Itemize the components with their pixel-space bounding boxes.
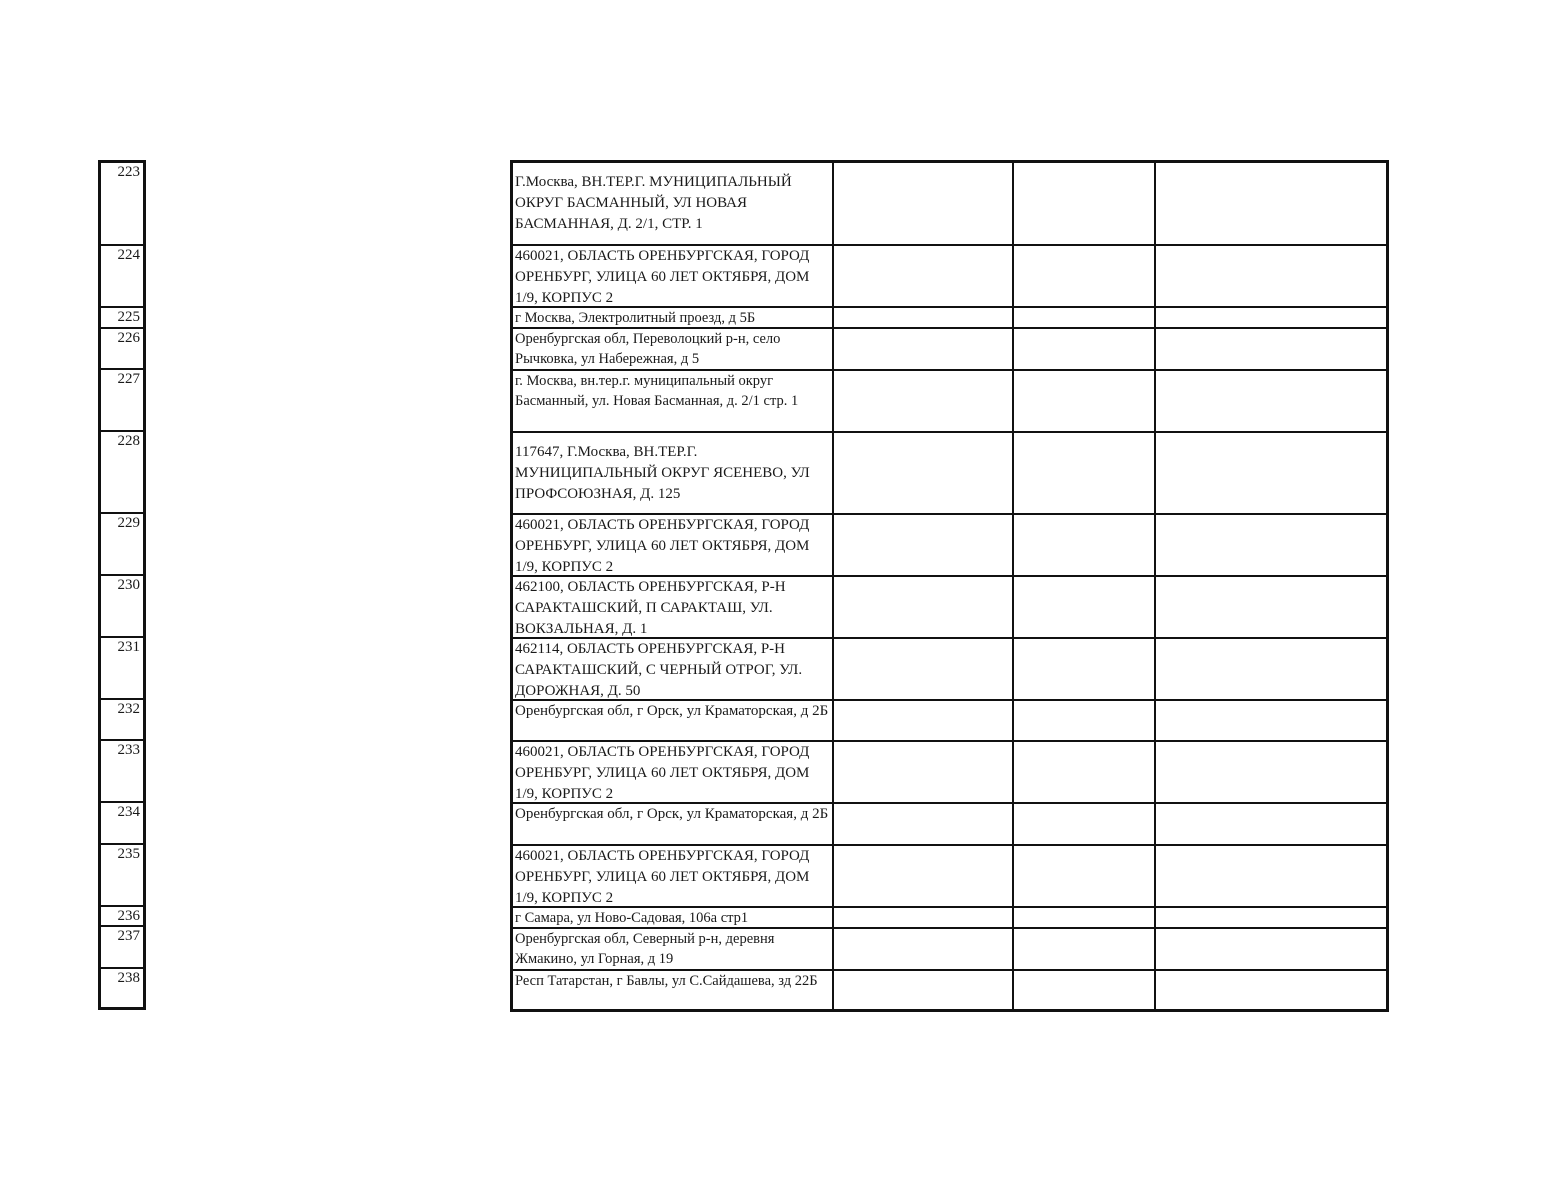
address-text: Оренбургская обл, г Орск, ул Краматорская, д 2Б	[515, 805, 829, 822]
empty-cell	[1013, 328, 1155, 370]
empty-cell	[833, 907, 1013, 928]
address-cell	[512, 162, 833, 245]
address-text: 460021, ОБЛАСТЬ ОРЕНБУРГСКАЯ, ГОРОД ОРЕНБУРГ, УЛИЦА 60 ЛЕТ ОКТЯБРЯ, ДОМ 1/9, КОРПУС 2	[515, 247, 810, 306]
row-number-column	[98, 160, 146, 1010]
empty-cell	[1155, 370, 1388, 432]
empty-cell	[1155, 245, 1388, 307]
address-text: г. Москва, вн.тер.г. муниципальный округ Басманный, ул. Новая Басманная, д. 2/1 стр. 1	[515, 372, 799, 409]
empty-cell	[833, 928, 1013, 970]
empty-cell	[833, 432, 1013, 514]
empty-cell	[1013, 245, 1155, 307]
table-row	[512, 370, 1388, 432]
empty-cell	[1155, 307, 1388, 328]
empty-cell	[833, 638, 1013, 700]
row-number: 227	[101, 370, 143, 432]
empty-cell	[1013, 907, 1155, 928]
empty-cell	[1013, 307, 1155, 328]
table-row	[512, 307, 1388, 328]
address-cell	[512, 576, 833, 638]
address-cell	[512, 907, 833, 928]
empty-cell	[1155, 803, 1388, 845]
address-cell	[512, 803, 833, 845]
address-cell	[512, 741, 833, 803]
empty-cell	[1013, 432, 1155, 514]
address-text: Респ Татарстан, г Бавлы, ул С.Сайдашева, зд 22Б	[515, 972, 818, 989]
empty-cell	[833, 328, 1013, 370]
empty-cell	[1013, 638, 1155, 700]
empty-cell	[833, 970, 1013, 1011]
empty-cell	[1013, 370, 1155, 432]
empty-cell	[833, 700, 1013, 741]
empty-cell	[1155, 328, 1388, 370]
empty-cell	[1155, 514, 1388, 576]
empty-cell	[1013, 845, 1155, 907]
row-number: 229	[101, 514, 143, 576]
empty-cell	[833, 162, 1013, 245]
address-text: 460021, ОБЛАСТЬ ОРЕНБУРГСКАЯ, ГОРОД ОРЕНБУРГ, УЛИЦА 60 ЛЕТ ОКТЯБРЯ, ДОМ 1/9, КОРПУС 2	[515, 743, 810, 802]
table-row	[512, 700, 1388, 741]
table-row	[512, 741, 1388, 803]
empty-cell	[1013, 576, 1155, 638]
table-row	[512, 432, 1388, 514]
row-number: 230	[101, 576, 143, 638]
empty-cell	[1013, 162, 1155, 245]
table-row	[512, 928, 1388, 970]
row-number: 225	[101, 308, 143, 329]
address-text: 117647, Г.Москва, ВН.ТЕР.Г. МУНИЦИПАЛЬНЫЙ ОКРУГ ЯСЕНЕВО, УЛ ПРОФСОЮЗНАЯ, Д. 125	[515, 443, 810, 502]
row-number: 224	[101, 246, 143, 308]
empty-cell	[1155, 928, 1388, 970]
address-text: Оренбургская обл, Переволоцкий р-н, село Рычковка, ул Набережная, д 5	[515, 330, 781, 367]
empty-cell	[833, 307, 1013, 328]
address-cell	[512, 514, 833, 576]
row-number: 231	[101, 638, 143, 700]
row-number: 223	[101, 163, 143, 246]
empty-cell	[833, 245, 1013, 307]
address-text: г Москва, Электролитный проезд, д 5Б	[515, 309, 756, 326]
row-number: 236	[101, 907, 143, 927]
table-row	[512, 845, 1388, 907]
address-text: 460021, ОБЛАСТЬ ОРЕНБУРГСКАЯ, ГОРОД ОРЕНБУРГ, УЛИЦА 60 ЛЕТ ОКТЯБРЯ, ДОМ 1/9, КОРПУС 2	[515, 516, 810, 575]
address-text: Оренбургская обл, г Орск, ул Краматорская, д 2Б	[515, 702, 829, 719]
address-cell	[512, 328, 833, 370]
address-cell	[512, 928, 833, 970]
empty-cell	[833, 576, 1013, 638]
empty-cell	[833, 370, 1013, 432]
empty-cell	[1155, 162, 1388, 245]
empty-cell	[1155, 741, 1388, 803]
address-text: Г.Москва, ВН.ТЕР.Г. МУНИЦИПАЛЬНЫЙ ОКРУГ БАСМАННЫЙ, УЛ НОВАЯ БАСМАННАЯ, Д. 2/1, СТР. 1	[515, 174, 792, 232]
row-number: 232	[101, 700, 143, 741]
empty-cell	[1155, 432, 1388, 514]
address-text: Оренбургская обл, Северный р-н, деревня Жмакино, ул Горная, д 19	[515, 930, 775, 967]
table-row	[512, 970, 1388, 1011]
empty-cell	[1013, 970, 1155, 1011]
address-cell	[512, 370, 833, 432]
empty-cell	[833, 845, 1013, 907]
empty-cell	[833, 514, 1013, 576]
address-text: 460021, ОБЛАСТЬ ОРЕНБУРГСКАЯ, ГОРОД ОРЕНБУРГ, УЛИЦА 60 ЛЕТ ОКТЯБРЯ, ДОМ 1/9, КОРПУС 2	[515, 847, 810, 906]
table-row	[512, 245, 1388, 307]
row-number: 237	[101, 927, 143, 969]
address-text: г Самара, ул Ново-Садовая, 106а стр1	[515, 909, 749, 926]
empty-cell	[1013, 928, 1155, 970]
address-text: 462114, ОБЛАСТЬ ОРЕНБУРГСКАЯ, Р-Н САРАКТАШСКИЙ, С ЧЕРНЫЙ ОТРОГ, УЛ. ДОРОЖНАЯ, Д. 50	[515, 640, 803, 699]
table-row	[512, 514, 1388, 576]
empty-cell	[833, 803, 1013, 845]
empty-cell	[1013, 803, 1155, 845]
empty-cell	[1155, 845, 1388, 907]
table-row	[512, 576, 1388, 638]
address-table	[510, 160, 1389, 1012]
address-cell	[512, 432, 833, 514]
row-number: 233	[101, 741, 143, 803]
table-row	[512, 638, 1388, 700]
row-number: 235	[101, 845, 143, 907]
address-cell	[512, 638, 833, 700]
address-text: 462100, ОБЛАСТЬ ОРЕНБУРГСКАЯ, Р-Н САРАКТАШСКИЙ, П САРАКТАШ, УЛ. ВОКЗАЛЬНАЯ, Д. 1	[515, 578, 786, 637]
address-cell	[512, 700, 833, 741]
empty-cell	[1013, 700, 1155, 741]
table-row	[512, 162, 1388, 245]
row-number: 226	[101, 329, 143, 370]
table-row	[512, 907, 1388, 928]
address-cell	[512, 307, 833, 328]
empty-cell	[833, 741, 1013, 803]
row-number: 234	[101, 803, 143, 845]
empty-cell	[1155, 576, 1388, 638]
empty-cell	[1013, 741, 1155, 803]
empty-cell	[1155, 700, 1388, 741]
table-row	[512, 328, 1388, 370]
address-cell	[512, 245, 833, 307]
empty-cell	[1155, 970, 1388, 1011]
row-number: 228	[101, 432, 143, 514]
table-row	[512, 803, 1388, 845]
empty-cell	[1155, 907, 1388, 928]
address-cell	[512, 845, 833, 907]
address-cell	[512, 970, 833, 1011]
empty-cell	[1155, 638, 1388, 700]
row-number: 238	[101, 969, 143, 1010]
empty-cell	[1013, 514, 1155, 576]
